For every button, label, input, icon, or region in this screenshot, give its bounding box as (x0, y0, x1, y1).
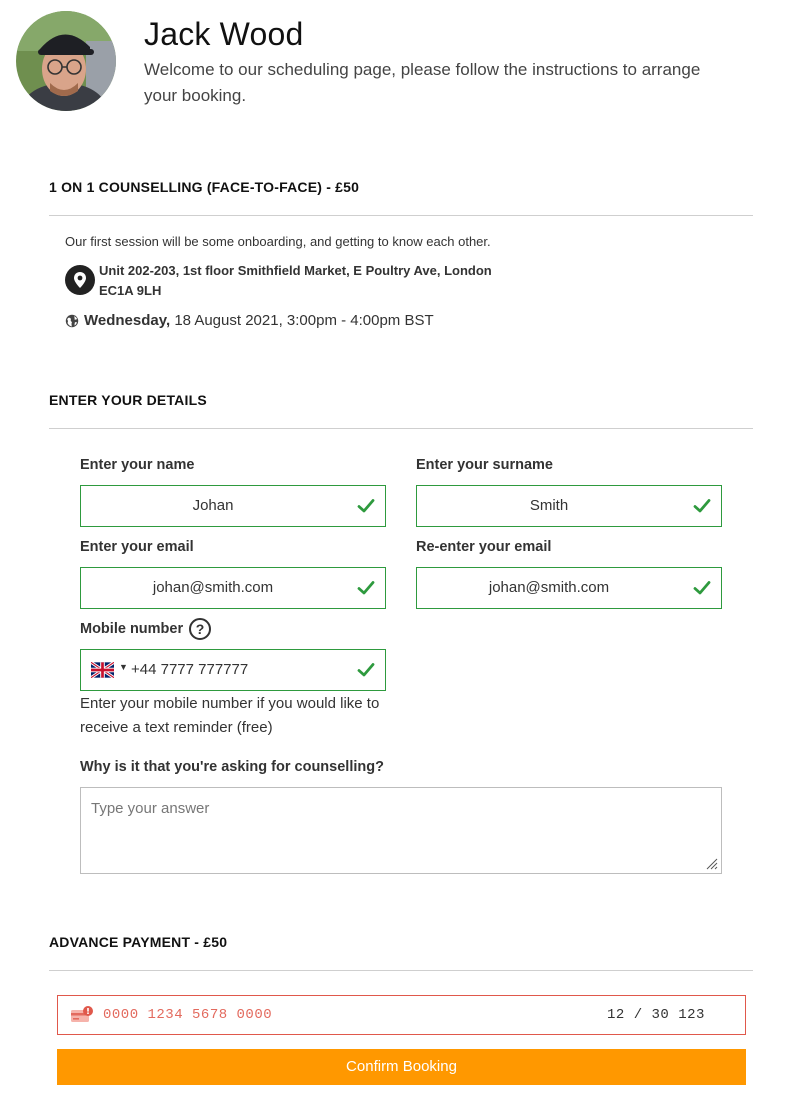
event-day: Wednesday, (84, 312, 171, 329)
reemail-field[interactable] (416, 567, 722, 609)
uk-flag-icon[interactable] (91, 662, 114, 678)
event-description: Our first session will be some onboarding, and getting to know each other. (65, 234, 491, 249)
email-label: Enter your email (80, 539, 194, 555)
card-field[interactable] (57, 995, 746, 1035)
name-label: Enter your name (80, 457, 195, 473)
address-line-1: Unit 202-203, 1st floor Smithfield Market, E Poultry Ave, London (99, 263, 492, 278)
divider (49, 970, 753, 971)
check-icon (357, 579, 375, 597)
details-title: ENTER YOUR DETAILS (49, 392, 207, 408)
mobile-field[interactable] (80, 649, 386, 691)
card-expiry-cvc[interactable]: 12 / 30 123 (607, 1007, 705, 1023)
resize-grip-icon[interactable] (704, 856, 718, 870)
payment-title: ADVANCE PAYMENT - £50 (49, 934, 228, 950)
country-dropdown-caret-icon[interactable]: ▼ (119, 662, 128, 672)
event-title: 1 ON 1 COUNSELLING (FACE-TO-FACE) - £50 (49, 179, 360, 195)
event-address (99, 261, 519, 301)
mobile-value: +44 7777 777777 (131, 661, 249, 678)
reemail-value: johan@smith.com (488, 579, 610, 596)
event-date-time: 18 August 2021, 3:00pm - 4:00pm BST (174, 312, 434, 329)
divider (49, 215, 753, 216)
help-icon[interactable]: ? (189, 618, 211, 640)
welcome-text: Welcome to our scheduling page, please follow the instructions to arrange your booking. (144, 60, 701, 105)
surname-label: Enter your surname (416, 457, 553, 473)
globe-icon (65, 314, 79, 333)
confirm-booking-button[interactable]: Confirm Booking (57, 1049, 746, 1085)
profile-name: Jack Wood (144, 16, 304, 52)
avatar (16, 11, 116, 111)
location-pin-icon (65, 265, 95, 295)
check-icon (693, 579, 711, 597)
surname-value: Smith (529, 497, 569, 514)
card-number[interactable]: 0000 1234 5678 0000 (103, 1007, 273, 1023)
check-icon (357, 661, 375, 679)
divider (49, 428, 753, 429)
check-icon (693, 497, 711, 515)
surname-field[interactable] (416, 485, 722, 527)
mobile-hint: Enter your mobile number if you would like to receive a text reminder (free) (80, 695, 380, 736)
card-error-icon (70, 1006, 94, 1024)
address-line-2: EC1A 9LH (99, 283, 162, 298)
reemail-label: Re-enter your email (416, 539, 552, 555)
mobile-label: Mobile number (80, 621, 184, 637)
email-field[interactable] (80, 567, 386, 609)
reason-textarea[interactable] (80, 787, 722, 874)
email-value: johan@smith.com (152, 579, 274, 596)
reason-label: Why is it that you're asking for counselling? (80, 759, 384, 775)
name-value: Johan (192, 497, 234, 514)
check-icon (357, 497, 375, 515)
name-field[interactable] (80, 485, 386, 527)
event-datetime (84, 312, 434, 329)
